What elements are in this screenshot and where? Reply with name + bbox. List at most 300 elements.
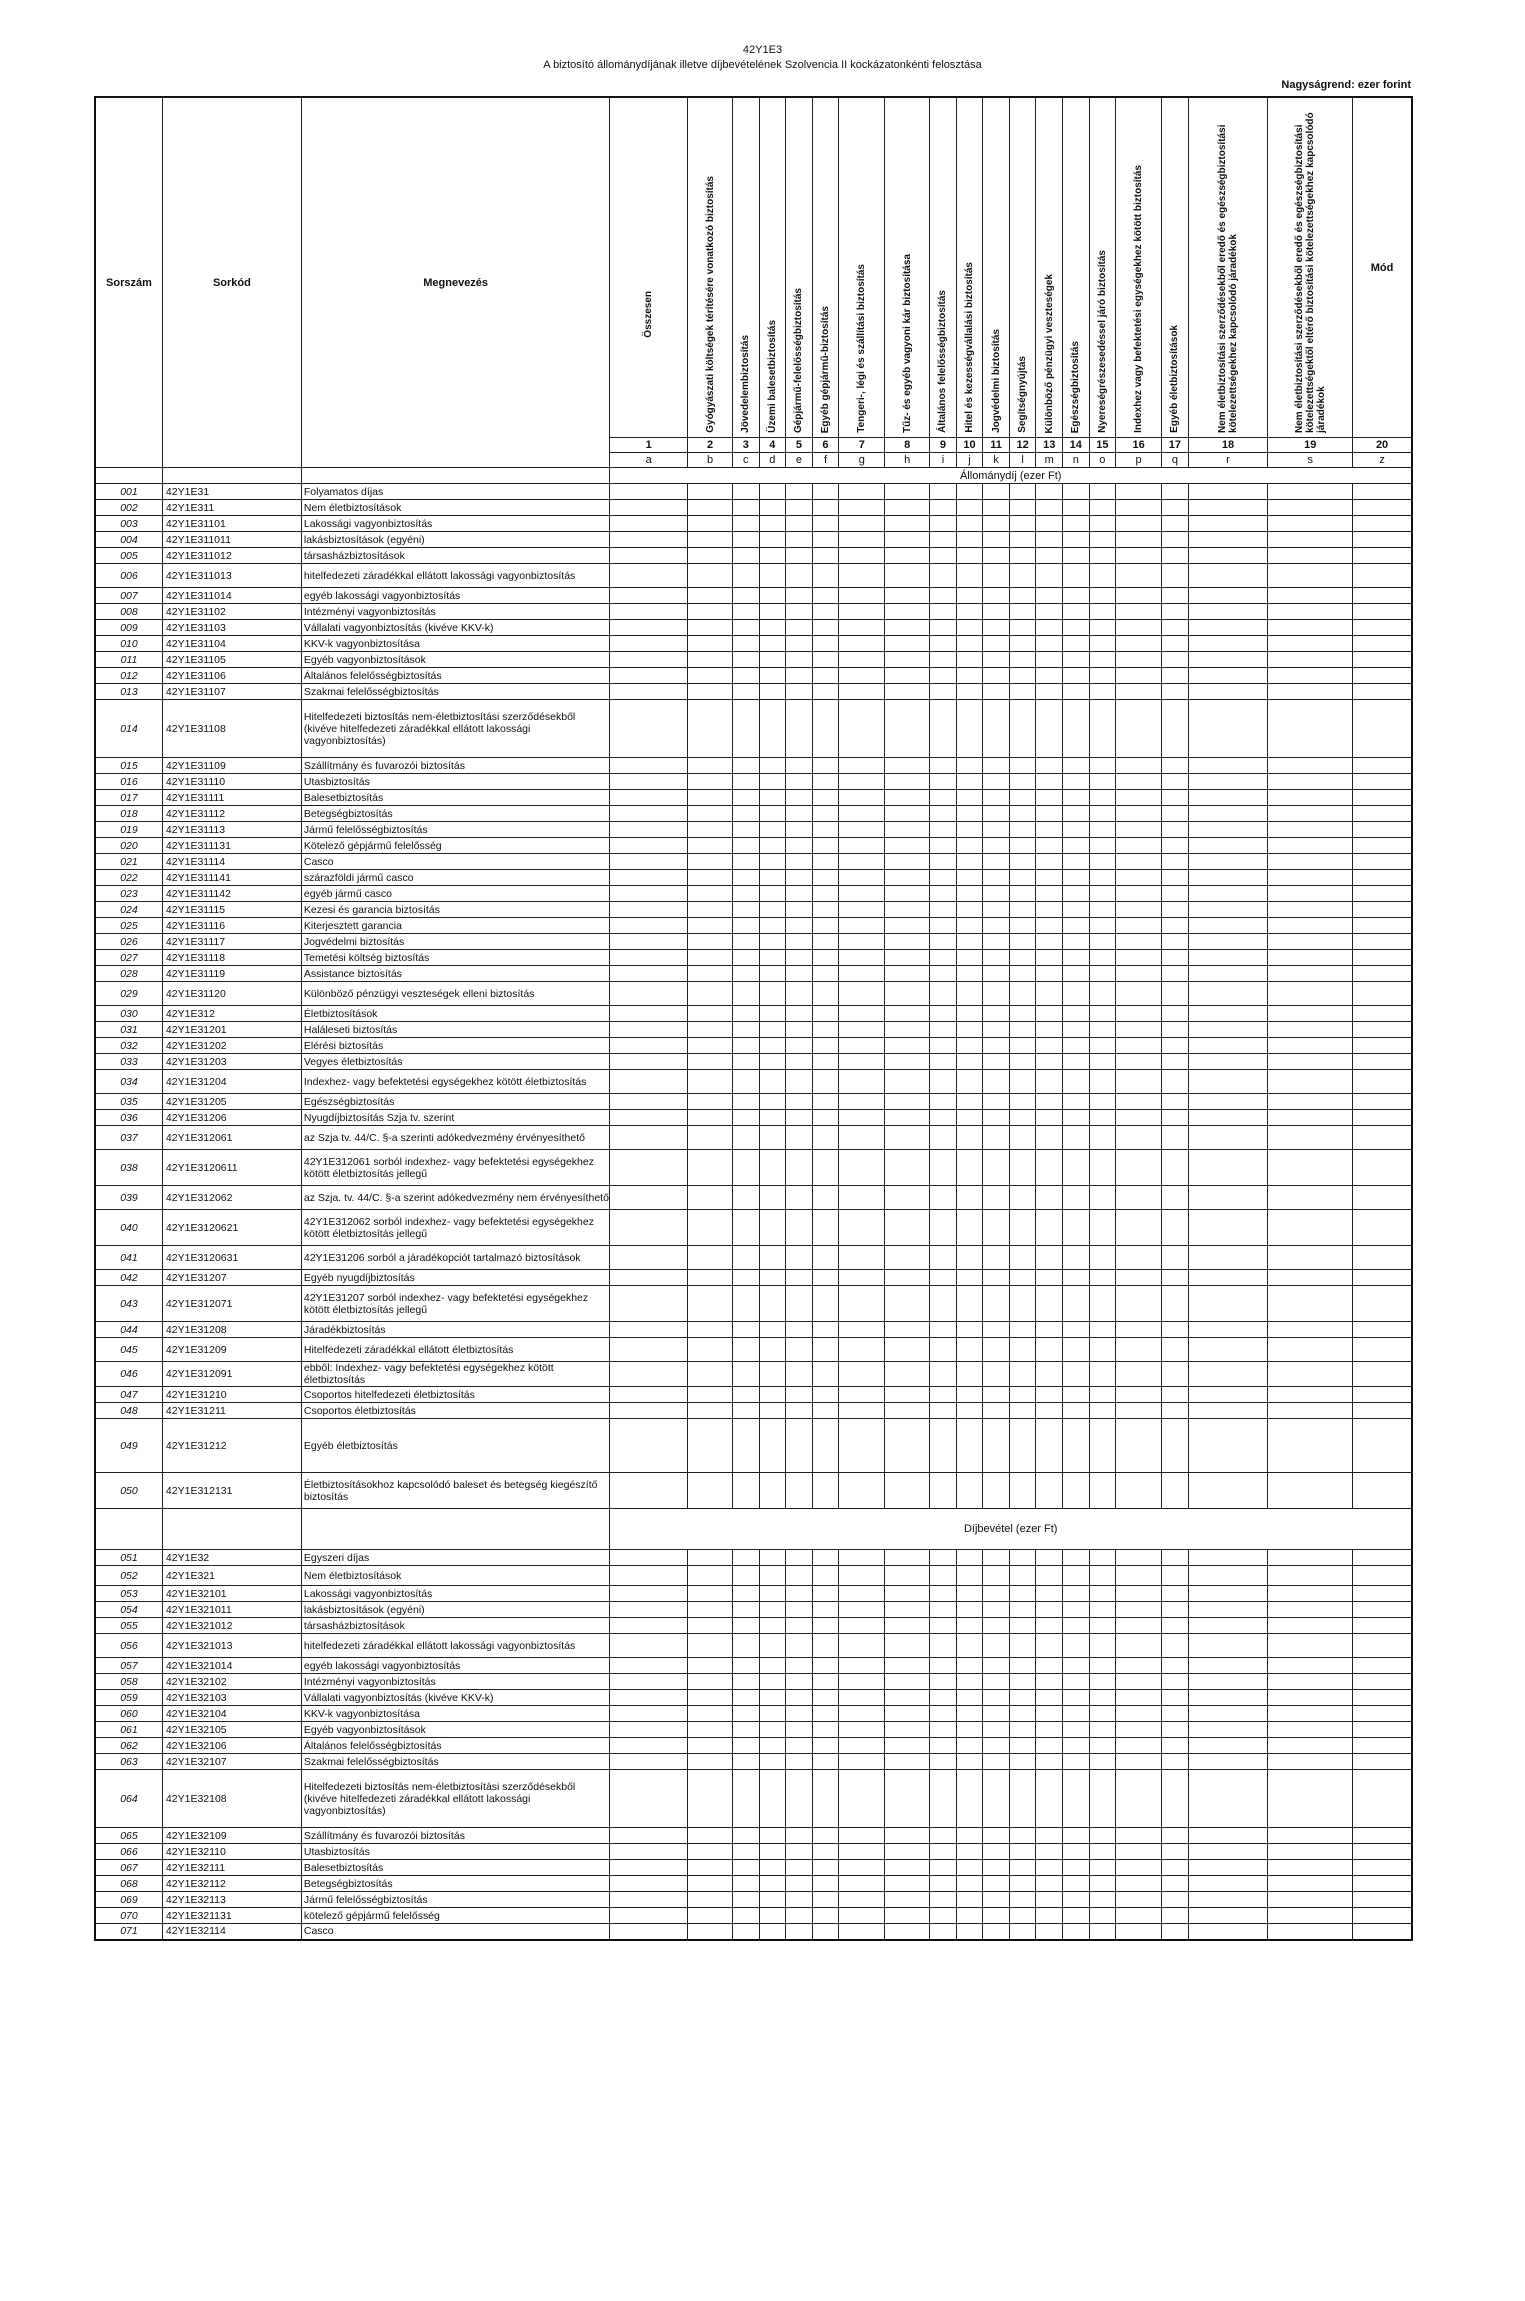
value-cell[interactable] — [1268, 1738, 1353, 1754]
value-cell[interactable] — [688, 1924, 733, 1940]
value-cell[interactable] — [759, 1550, 786, 1566]
value-cell[interactable] — [1009, 838, 1036, 854]
value-cell[interactable] — [812, 902, 839, 918]
value-cell[interactable] — [759, 950, 786, 966]
value-cell[interactable] — [839, 1634, 885, 1658]
value-cell[interactable] — [1353, 1770, 1412, 1828]
value-cell[interactable] — [956, 822, 983, 838]
value-cell[interactable] — [930, 1658, 957, 1674]
value-cell[interactable] — [1188, 918, 1268, 934]
value-cell[interactable] — [1036, 934, 1063, 950]
value-cell[interactable] — [1353, 700, 1412, 758]
value-cell[interactable] — [610, 1618, 688, 1634]
value-cell[interactable] — [1162, 484, 1189, 500]
value-cell[interactable] — [1009, 636, 1036, 652]
value-cell[interactable] — [1268, 668, 1353, 684]
value-cell[interactable] — [1188, 790, 1268, 806]
value-cell[interactable] — [885, 790, 930, 806]
value-cell[interactable] — [1089, 636, 1116, 652]
value-cell[interactable] — [1162, 1924, 1189, 1940]
value-cell[interactable] — [1188, 500, 1268, 516]
value-cell[interactable] — [610, 982, 688, 1006]
value-cell[interactable] — [1268, 1338, 1353, 1362]
value-cell[interactable] — [1188, 700, 1268, 758]
value-cell[interactable] — [1353, 966, 1412, 982]
value-cell[interactable] — [786, 1210, 813, 1246]
value-cell[interactable] — [610, 902, 688, 918]
value-cell[interactable] — [956, 774, 983, 790]
value-cell[interactable] — [1162, 902, 1189, 918]
value-cell[interactable] — [1188, 1602, 1268, 1618]
value-cell[interactable] — [1063, 1722, 1090, 1738]
value-cell[interactable] — [688, 548, 733, 564]
value-cell[interactable] — [812, 588, 839, 604]
value-cell[interactable] — [1188, 1387, 1268, 1403]
value-cell[interactable] — [1089, 1362, 1116, 1387]
value-cell[interactable] — [1268, 1038, 1353, 1054]
value-cell[interactable] — [688, 1419, 733, 1473]
value-cell[interactable] — [1268, 790, 1353, 806]
value-cell[interactable] — [1116, 838, 1162, 854]
value-cell[interactable] — [1353, 1690, 1412, 1706]
value-cell[interactable] — [1188, 1403, 1268, 1419]
value-cell[interactable] — [1116, 1658, 1162, 1674]
value-cell[interactable] — [812, 1566, 839, 1586]
value-cell[interactable] — [1063, 1387, 1090, 1403]
value-cell[interactable] — [1116, 1674, 1162, 1690]
value-cell[interactable] — [1089, 1006, 1116, 1022]
value-cell[interactable] — [1063, 1070, 1090, 1094]
value-cell[interactable] — [1116, 700, 1162, 758]
value-cell[interactable] — [610, 1006, 688, 1022]
value-cell[interactable] — [1063, 1186, 1090, 1210]
value-cell[interactable] — [1353, 684, 1412, 700]
value-cell[interactable] — [733, 1618, 760, 1634]
value-cell[interactable] — [786, 588, 813, 604]
value-cell[interactable] — [688, 636, 733, 652]
value-cell[interactable] — [759, 532, 786, 548]
value-cell[interactable] — [733, 1860, 760, 1876]
value-cell[interactable] — [839, 1706, 885, 1722]
value-cell[interactable] — [812, 1006, 839, 1022]
value-cell[interactable] — [885, 1586, 930, 1602]
value-cell[interactable] — [1116, 1186, 1162, 1210]
value-cell[interactable] — [1036, 668, 1063, 684]
value-cell[interactable] — [1063, 902, 1090, 918]
value-cell[interactable] — [956, 1022, 983, 1038]
value-cell[interactable] — [956, 1770, 983, 1828]
value-cell[interactable] — [733, 1186, 760, 1210]
value-cell[interactable] — [610, 1860, 688, 1876]
value-cell[interactable] — [1116, 918, 1162, 934]
value-cell[interactable] — [983, 886, 1010, 902]
value-cell[interactable] — [1116, 668, 1162, 684]
value-cell[interactable] — [733, 604, 760, 620]
value-cell[interactable] — [956, 1658, 983, 1674]
value-cell[interactable] — [1089, 604, 1116, 620]
value-cell[interactable] — [759, 1844, 786, 1860]
value-cell[interactable] — [885, 1722, 930, 1738]
value-cell[interactable] — [688, 684, 733, 700]
value-cell[interactable] — [1063, 966, 1090, 982]
value-cell[interactable] — [1268, 1094, 1353, 1110]
value-cell[interactable] — [930, 1550, 957, 1566]
value-cell[interactable] — [1162, 1210, 1189, 1246]
value-cell[interactable] — [1162, 1403, 1189, 1419]
value-cell[interactable] — [1116, 1770, 1162, 1828]
value-cell[interactable] — [1188, 636, 1268, 652]
value-cell[interactable] — [930, 548, 957, 564]
value-cell[interactable] — [1188, 1070, 1268, 1094]
value-cell[interactable] — [1353, 1038, 1412, 1054]
value-cell[interactable] — [1268, 886, 1353, 902]
value-cell[interactable] — [930, 1094, 957, 1110]
value-cell[interactable] — [885, 1270, 930, 1286]
value-cell[interactable] — [812, 1828, 839, 1844]
value-cell[interactable] — [759, 548, 786, 564]
value-cell[interactable] — [1116, 822, 1162, 838]
value-cell[interactable] — [733, 1022, 760, 1038]
value-cell[interactable] — [1268, 1674, 1353, 1690]
value-cell[interactable] — [610, 1094, 688, 1110]
value-cell[interactable] — [1188, 758, 1268, 774]
value-cell[interactable] — [839, 902, 885, 918]
value-cell[interactable] — [983, 484, 1010, 500]
value-cell[interactable] — [1188, 604, 1268, 620]
value-cell[interactable] — [839, 1038, 885, 1054]
value-cell[interactable] — [1036, 1844, 1063, 1860]
value-cell[interactable] — [812, 500, 839, 516]
value-cell[interactable] — [1268, 918, 1353, 934]
value-cell[interactable] — [983, 1618, 1010, 1634]
value-cell[interactable] — [885, 564, 930, 588]
value-cell[interactable] — [733, 700, 760, 758]
value-cell[interactable] — [1353, 588, 1412, 604]
value-cell[interactable] — [812, 684, 839, 700]
value-cell[interactable] — [983, 1924, 1010, 1940]
value-cell[interactable] — [610, 1674, 688, 1690]
value-cell[interactable] — [885, 588, 930, 604]
value-cell[interactable] — [1162, 1006, 1189, 1022]
value-cell[interactable] — [1009, 1828, 1036, 1844]
value-cell[interactable] — [1009, 1006, 1036, 1022]
value-cell[interactable] — [1188, 1586, 1268, 1602]
value-cell[interactable] — [1116, 1586, 1162, 1602]
value-cell[interactable] — [839, 1150, 885, 1186]
value-cell[interactable] — [1009, 1210, 1036, 1246]
value-cell[interactable] — [1162, 934, 1189, 950]
value-cell[interactable] — [1036, 652, 1063, 668]
value-cell[interactable] — [786, 1126, 813, 1150]
value-cell[interactable] — [1036, 500, 1063, 516]
value-cell[interactable] — [1162, 1722, 1189, 1738]
value-cell[interactable] — [1116, 1738, 1162, 1754]
value-cell[interactable] — [885, 548, 930, 564]
value-cell[interactable] — [610, 1338, 688, 1362]
value-cell[interactable] — [1162, 1054, 1189, 1070]
value-cell[interactable] — [1089, 758, 1116, 774]
value-cell[interactable] — [1188, 1186, 1268, 1210]
value-cell[interactable] — [956, 1473, 983, 1509]
value-cell[interactable] — [1009, 1038, 1036, 1054]
value-cell[interactable] — [1116, 1246, 1162, 1270]
value-cell[interactable] — [1116, 1006, 1162, 1022]
value-cell[interactable] — [733, 668, 760, 684]
value-cell[interactable] — [1036, 700, 1063, 758]
value-cell[interactable] — [610, 1566, 688, 1586]
value-cell[interactable] — [1162, 1706, 1189, 1722]
value-cell[interactable] — [1063, 700, 1090, 758]
value-cell[interactable] — [1009, 1338, 1036, 1362]
value-cell[interactable] — [839, 1387, 885, 1403]
value-cell[interactable] — [956, 1186, 983, 1210]
value-cell[interactable] — [759, 1892, 786, 1908]
value-cell[interactable] — [688, 934, 733, 950]
value-cell[interactable] — [956, 1419, 983, 1473]
value-cell[interactable] — [688, 516, 733, 532]
value-cell[interactable] — [1162, 1690, 1189, 1706]
value-cell[interactable] — [610, 700, 688, 758]
value-cell[interactable] — [1009, 1322, 1036, 1338]
value-cell[interactable] — [1188, 870, 1268, 886]
value-cell[interactable] — [1353, 934, 1412, 950]
value-cell[interactable] — [610, 1473, 688, 1509]
value-cell[interactable] — [759, 1674, 786, 1690]
value-cell[interactable] — [1268, 1722, 1353, 1738]
value-cell[interactable] — [1036, 1473, 1063, 1509]
value-cell[interactable] — [885, 1634, 930, 1658]
value-cell[interactable] — [786, 1054, 813, 1070]
value-cell[interactable] — [1353, 774, 1412, 790]
value-cell[interactable] — [1089, 700, 1116, 758]
value-cell[interactable] — [839, 684, 885, 700]
value-cell[interactable] — [930, 1186, 957, 1210]
value-cell[interactable] — [688, 822, 733, 838]
value-cell[interactable] — [1116, 1550, 1162, 1566]
value-cell[interactable] — [983, 532, 1010, 548]
value-cell[interactable] — [610, 1634, 688, 1658]
value-cell[interactable] — [759, 806, 786, 822]
value-cell[interactable] — [1009, 548, 1036, 564]
value-cell[interactable] — [1009, 1022, 1036, 1038]
value-cell[interactable] — [956, 1387, 983, 1403]
value-cell[interactable] — [1162, 870, 1189, 886]
value-cell[interactable] — [1116, 854, 1162, 870]
value-cell[interactable] — [1268, 1473, 1353, 1509]
value-cell[interactable] — [812, 1892, 839, 1908]
value-cell[interactable] — [759, 1038, 786, 1054]
value-cell[interactable] — [688, 1186, 733, 1210]
value-cell[interactable] — [1353, 1362, 1412, 1387]
value-cell[interactable] — [1009, 500, 1036, 516]
value-cell[interactable] — [610, 806, 688, 822]
value-cell[interactable] — [1036, 1246, 1063, 1270]
value-cell[interactable] — [786, 1738, 813, 1754]
value-cell[interactable] — [885, 1473, 930, 1509]
value-cell[interactable] — [885, 1828, 930, 1844]
value-cell[interactable] — [839, 500, 885, 516]
value-cell[interactable] — [812, 1362, 839, 1387]
value-cell[interactable] — [786, 1110, 813, 1126]
value-cell[interactable] — [839, 636, 885, 652]
value-cell[interactable] — [688, 1022, 733, 1038]
value-cell[interactable] — [930, 966, 957, 982]
value-cell[interactable] — [1009, 1054, 1036, 1070]
value-cell[interactable] — [1162, 1674, 1189, 1690]
value-cell[interactable] — [1009, 1070, 1036, 1094]
value-cell[interactable] — [930, 564, 957, 588]
value-cell[interactable] — [1162, 1658, 1189, 1674]
value-cell[interactable] — [786, 620, 813, 636]
value-cell[interactable] — [759, 1908, 786, 1924]
value-cell[interactable] — [983, 1362, 1010, 1387]
value-cell[interactable] — [610, 1126, 688, 1150]
value-cell[interactable] — [688, 886, 733, 902]
value-cell[interactable] — [812, 1602, 839, 1618]
value-cell[interactable] — [983, 1690, 1010, 1706]
value-cell[interactable] — [983, 668, 1010, 684]
value-cell[interactable] — [1268, 620, 1353, 636]
value-cell[interactable] — [1162, 758, 1189, 774]
value-cell[interactable] — [839, 1186, 885, 1210]
value-cell[interactable] — [1063, 1828, 1090, 1844]
value-cell[interactable] — [610, 1210, 688, 1246]
value-cell[interactable] — [1063, 564, 1090, 588]
value-cell[interactable] — [733, 1322, 760, 1338]
value-cell[interactable] — [1353, 870, 1412, 886]
value-cell[interactable] — [885, 1403, 930, 1419]
value-cell[interactable] — [885, 700, 930, 758]
value-cell[interactable] — [956, 1754, 983, 1770]
value-cell[interactable] — [983, 1286, 1010, 1322]
value-cell[interactable] — [1036, 822, 1063, 838]
value-cell[interactable] — [688, 1754, 733, 1770]
value-cell[interactable] — [1188, 854, 1268, 870]
value-cell[interactable] — [812, 1706, 839, 1722]
value-cell[interactable] — [1353, 1924, 1412, 1940]
value-cell[interactable] — [885, 1706, 930, 1722]
value-cell[interactable] — [1162, 838, 1189, 854]
value-cell[interactable] — [1063, 620, 1090, 636]
value-cell[interactable] — [610, 1924, 688, 1940]
value-cell[interactable] — [983, 1322, 1010, 1338]
value-cell[interactable] — [983, 790, 1010, 806]
value-cell[interactable] — [688, 982, 733, 1006]
value-cell[interactable] — [930, 500, 957, 516]
value-cell[interactable] — [930, 918, 957, 934]
value-cell[interactable] — [1009, 918, 1036, 934]
value-cell[interactable] — [1036, 1150, 1063, 1186]
value-cell[interactable] — [786, 966, 813, 982]
value-cell[interactable] — [610, 1844, 688, 1860]
value-cell[interactable] — [688, 838, 733, 854]
value-cell[interactable] — [1089, 1070, 1116, 1094]
value-cell[interactable] — [930, 902, 957, 918]
value-cell[interactable] — [930, 1908, 957, 1924]
value-cell[interactable] — [733, 1110, 760, 1126]
value-cell[interactable] — [1353, 790, 1412, 806]
value-cell[interactable] — [983, 1566, 1010, 1586]
value-cell[interactable] — [983, 620, 1010, 636]
value-cell[interactable] — [786, 1322, 813, 1338]
value-cell[interactable] — [1188, 1634, 1268, 1658]
value-cell[interactable] — [839, 516, 885, 532]
value-cell[interactable] — [786, 1246, 813, 1270]
value-cell[interactable] — [1353, 652, 1412, 668]
value-cell[interactable] — [839, 1110, 885, 1126]
value-cell[interactable] — [1009, 620, 1036, 636]
value-cell[interactable] — [688, 1770, 733, 1828]
value-cell[interactable] — [1089, 1892, 1116, 1908]
value-cell[interactable] — [610, 1658, 688, 1674]
value-cell[interactable] — [1089, 1844, 1116, 1860]
value-cell[interactable] — [733, 1070, 760, 1094]
value-cell[interactable] — [1162, 1362, 1189, 1387]
value-cell[interactable] — [733, 966, 760, 982]
value-cell[interactable] — [1089, 1566, 1116, 1586]
value-cell[interactable] — [983, 588, 1010, 604]
value-cell[interactable] — [812, 982, 839, 1006]
value-cell[interactable] — [1353, 838, 1412, 854]
value-cell[interactable] — [1009, 532, 1036, 548]
value-cell[interactable] — [610, 1419, 688, 1473]
value-cell[interactable] — [688, 854, 733, 870]
value-cell[interactable] — [786, 1658, 813, 1674]
value-cell[interactable] — [1116, 1876, 1162, 1892]
value-cell[interactable] — [1009, 1126, 1036, 1150]
value-cell[interactable] — [786, 548, 813, 564]
value-cell[interactable] — [885, 684, 930, 700]
value-cell[interactable] — [956, 1270, 983, 1286]
value-cell[interactable] — [610, 1186, 688, 1210]
value-cell[interactable] — [812, 636, 839, 652]
value-cell[interactable] — [759, 1860, 786, 1876]
value-cell[interactable] — [733, 1338, 760, 1362]
value-cell[interactable] — [983, 1022, 1010, 1038]
value-cell[interactable] — [688, 1908, 733, 1924]
value-cell[interactable] — [1353, 1070, 1412, 1094]
value-cell[interactable] — [1268, 1860, 1353, 1876]
value-cell[interactable] — [1036, 1908, 1063, 1924]
value-cell[interactable] — [956, 1403, 983, 1419]
value-cell[interactable] — [983, 1403, 1010, 1419]
value-cell[interactable] — [1162, 1387, 1189, 1403]
value-cell[interactable] — [885, 1210, 930, 1246]
value-cell[interactable] — [759, 886, 786, 902]
value-cell[interactable] — [983, 1634, 1010, 1658]
value-cell[interactable] — [1268, 1246, 1353, 1270]
value-cell[interactable] — [1116, 1270, 1162, 1286]
value-cell[interactable] — [1268, 934, 1353, 950]
value-cell[interactable] — [1009, 982, 1036, 1006]
value-cell[interactable] — [759, 1586, 786, 1602]
value-cell[interactable] — [733, 1586, 760, 1602]
value-cell[interactable] — [688, 1828, 733, 1844]
value-cell[interactable] — [1162, 1618, 1189, 1634]
value-cell[interactable] — [610, 1706, 688, 1722]
value-cell[interactable] — [1089, 1586, 1116, 1602]
value-cell[interactable] — [786, 1844, 813, 1860]
value-cell[interactable] — [688, 1550, 733, 1566]
value-cell[interactable] — [688, 790, 733, 806]
value-cell[interactable] — [1116, 1828, 1162, 1844]
value-cell[interactable] — [733, 1006, 760, 1022]
value-cell[interactable] — [1009, 1602, 1036, 1618]
value-cell[interactable] — [1162, 1150, 1189, 1186]
value-cell[interactable] — [733, 806, 760, 822]
value-cell[interactable] — [1162, 1602, 1189, 1618]
value-cell[interactable] — [1188, 1246, 1268, 1270]
